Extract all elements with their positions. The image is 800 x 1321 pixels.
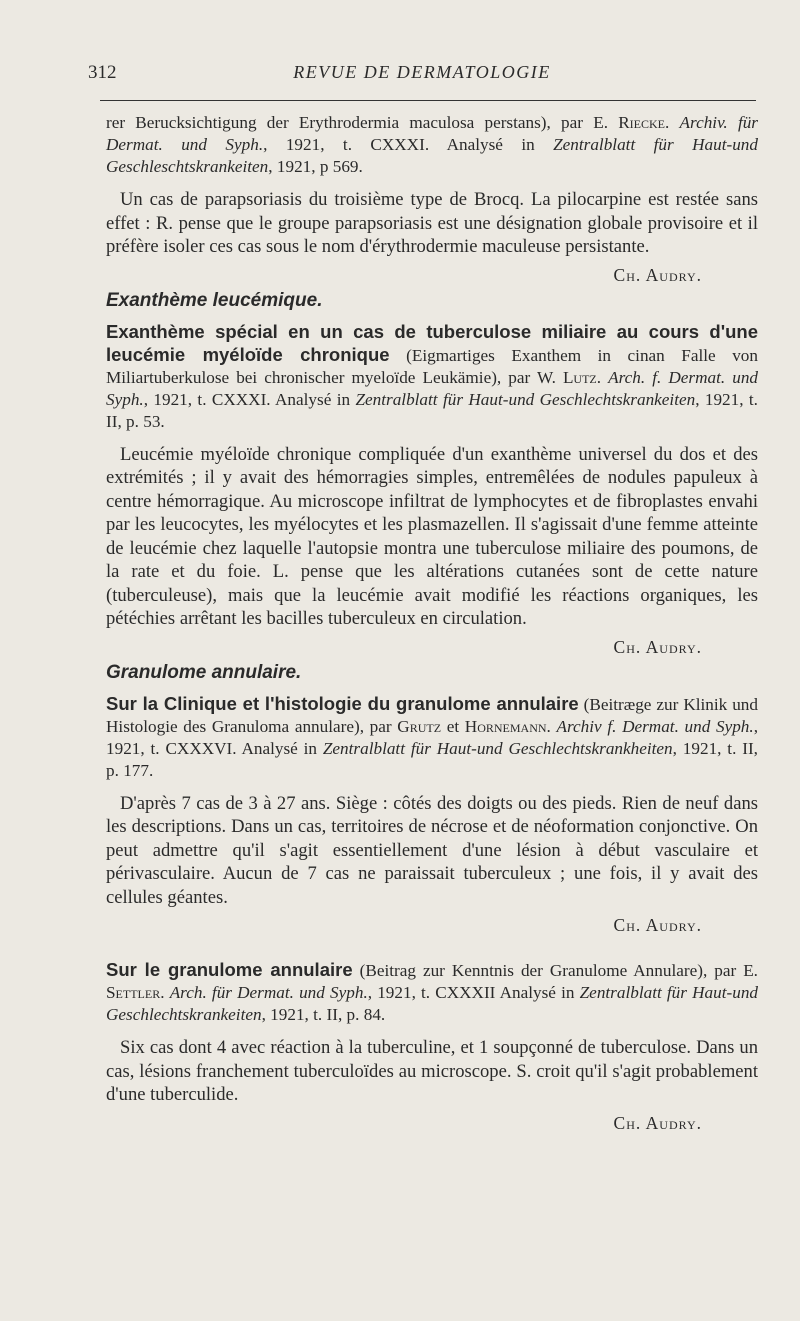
section-heading-granulome: Granulome annulaire. [106,661,302,683]
article-3-text: D'après 7 cas de 3 à 27 ans. Siège : côtés des doigts ou des pieds. Rien de neuf dans les descriptions. Dans un cas, territoires de nécrose et de néoformation conjonctive. On peut admettre qu'il s'agit essentiellement d'une lésion à début vasculaire et périvasculaire. Aucun de 7 cas ne paraissait tuberculeux ; une fois, il y avait des cellules géantes. [106,792,758,908]
journal: Arch. für Dermat. und Syph. [169,983,368,1002]
author: Settler [106,983,161,1002]
author: Grutz [397,716,442,736]
journal: Archiv f. Dermat. und Syph. [556,716,754,736]
article-2-reference: Exanthème spécial en un cas de tuberculose miliaire au cours d'une leucémie myéloïde chronique (Eigmartiges Exanthem in cinan Falle von Miliartuberkulose bei chronischer myeloïde Leukämie), par W. Lutz. Arch. f. Dermat. und Syph., 1921, t. CXXXI. Analysé in Zentralblatt für Haut-und Geschlechtskrankeiten, 1921, t. II, p. 53. [106,320,759,431]
page-body [106,112,758,1135]
article-2-text: Leucémie myéloïde chronique compliquée d'un exanthème universel du dos et des extrémités ; il y avait des hémorragies simples, entremêlées de nodules papuleux à centre hémorragique. Au microscope infiltrat de lymphocytes et de fibroplastes envahi par les leucocytes, les myélocytes et les plasmazellen. Il s'agissait d'une femme atteinte de leucémie chez laquelle l'autopsie montra une tuberculose miliaire des poumons, de la rate et du foie. L. pense que les altérations cutanées sont de cette nature (tuberculeuse), mais que la leucémie avait modifié les réactions organiques, les pétéchies arrêtant les bacilles tuberculeux en circulation. [106,443,758,629]
journal: Zentralblatt für Haut-und Geschlechtskrankeiten [355,389,696,409]
article-1-reference: rer Berucksichtigung der Erythrodermia maculosa perstans), par E. Riecke. Archiv. für Dermat. und Syph., 1921, t. CXXXI. Analysé in Zentralblatt für Haut-und Geschleschtskrankeiten, 1921, p 569. [106,113,759,176]
article-1-signature: Ch. Audry. [613,264,702,285]
article-3-signature: Ch. Audry. [613,915,702,935]
journal: Archiv. für Dermat. und Syph. [106,113,759,154]
journal: Zentralblatt für Haut-und Geschlechtskrankeiten [106,983,759,1024]
author: Lutz [562,367,597,387]
author: E. Riecke [593,113,666,132]
spacer [106,937,758,959]
article-title: Sur le granulome annulaire [106,959,353,980]
page-header [88,62,756,92]
article-2-signature: Ch. Audry. [613,636,702,657]
article-1-text: Un cas de parapsoriasis du troisième type de Brocq. La pilocarpine est restée sans effet : R. pense que le groupe parapsoriasis est une désignation globale provisoire et il préfère isoler ces cas sous le nom d'érythrodermie maculeuse persistante. [106,189,758,257]
article-title: Sur la Clinique et l'histologie du granulome annulaire [106,692,579,714]
article-3-reference: Sur la Clinique et l'histologie du granulome annulaire (Beitræge zur Klinik und Histologie des Granuloma annulare), par Grutz et Hornemann. Archiv f. Dermat. und Syph., 1921, t. CXXXVI. Analysé in Zentralblatt für Haut-und Geschlechtskrankheiten, 1921, t. II, p. 177. [106,692,758,780]
running-title: REVUE DE DERMATOLOGIE [293,62,551,82]
journal: Arch. f. Dermat. und Syph. [106,367,759,409]
journal: Zentralblatt für Haut-und Geschleschtskrankeiten [106,135,758,176]
section-heading-exantheme: Exanthème leucémique. [106,289,323,311]
author: Hornemann [464,716,547,736]
header-rule [100,100,756,101]
article-title: Exanthème spécial en un cas de tuberculose miliaire au cours d'une leucémie myéloïde chronique [106,320,758,365]
article-4-text: Six cas dont 4 avec réaction à la tuberculine, et 1 soupçonné de tuberculose. Dans un cas, lésions franchement tuberculoïdes au microscope. S. croit qu'il s'agit probablement d'une tuberculide. [106,1037,758,1105]
article-4-reference: Sur le granulome annulaire (Beitrag zur Kenntnis der Granulome Annulare), par E. Settler. Arch. für Dermat. und Syph., 1921, t. CXXXII Analysé in Zentralblatt für Haut-und Geschlechtskrankeiten, 1921, t. II, p. 84. [106,959,759,1024]
article-4-signature: Ch. Audry. [613,1112,702,1133]
page-number: 312 [88,62,117,83]
journal: Zentralblatt für Haut-und Geschlechtskrankheiten [322,738,673,758]
